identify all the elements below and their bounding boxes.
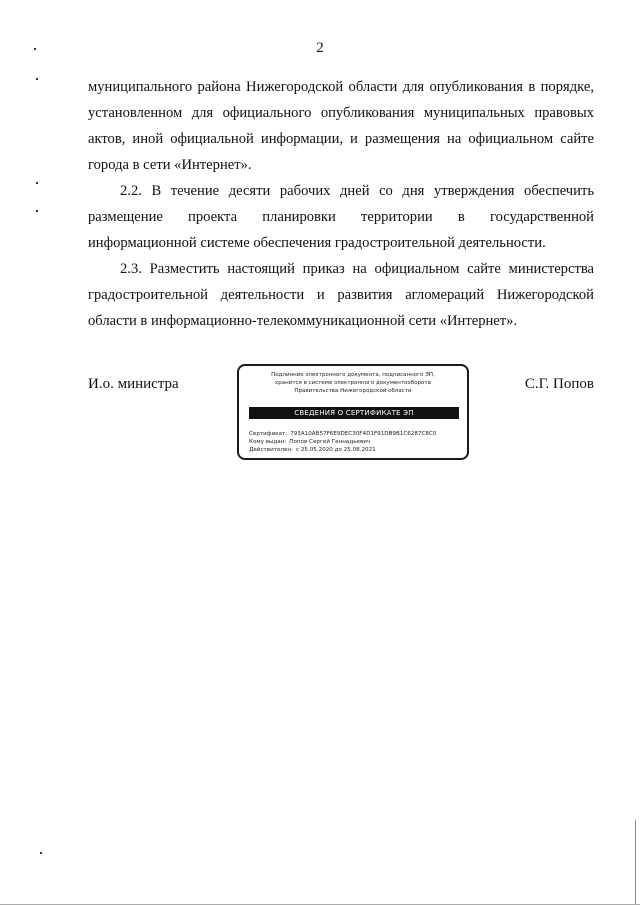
certificate-details (249, 430, 461, 454)
stamp-header (245, 371, 461, 395)
issued-to-value: Попов Сергей Геннадьевич (289, 439, 371, 445)
certificate-label: Сертификат: (249, 431, 288, 437)
scan-margin-mark (34, 48, 36, 50)
stamp-header-line: хранится в системе электронного документооборота (275, 380, 431, 386)
issued-to-label: Кому выдан: (249, 439, 287, 445)
page-number: 2 (316, 40, 324, 56)
signer-title: И.о. министра (88, 376, 179, 392)
validity-row (249, 446, 461, 454)
stamp-header-line: Правительства Нижегородской области (294, 388, 412, 394)
validity-value: с 25.05.2020 до 25.08.2021 (295, 447, 376, 453)
scan-edge-line (635, 820, 636, 905)
paragraph-2-2: 2.2. В течение десяти рабочих дней со дня утверждения обеспечить размещение проекта планировки территории в государственной информационной системе обеспечения градостроительной деятельности. (88, 183, 594, 251)
paragraph-2-3: 2.3. Разместить настоящий приказ на официальном сайте министерства градостроительной деятельности и развития агломераций Нижегородской области в информационно-телекоммуникационной сети «Интернет». (88, 261, 594, 329)
scan-margin-mark (36, 78, 38, 80)
validity-label: Действителен: (249, 447, 293, 453)
electronic-signature-stamp (237, 364, 469, 460)
scan-margin-mark (36, 182, 38, 184)
scan-margin-mark (40, 852, 42, 854)
scan-margin-mark (36, 210, 38, 212)
stamp-header-line: Подлинник электронного документа, подписанного ЭП, (271, 372, 435, 378)
certificate-info-bar: СВЕДЕНИЯ О СЕРТИФИКАТЕ ЭП (249, 407, 459, 419)
certificate-row (249, 430, 461, 438)
issued-to-row (249, 438, 461, 446)
signer-name: С.Г. Попов (524, 376, 594, 392)
certificate-value: 793A10AB57F6E9DEC30F4D1F91DB9B1C6287C8C0 (290, 431, 437, 437)
paragraph-publication: муниципального района Нижегородской области для опубликования в порядке, установленном для официального опубликования муниципальных правовых актов, иной официальной информации, и размещения на официальном сайте города в сети «Интернет». (88, 79, 594, 173)
